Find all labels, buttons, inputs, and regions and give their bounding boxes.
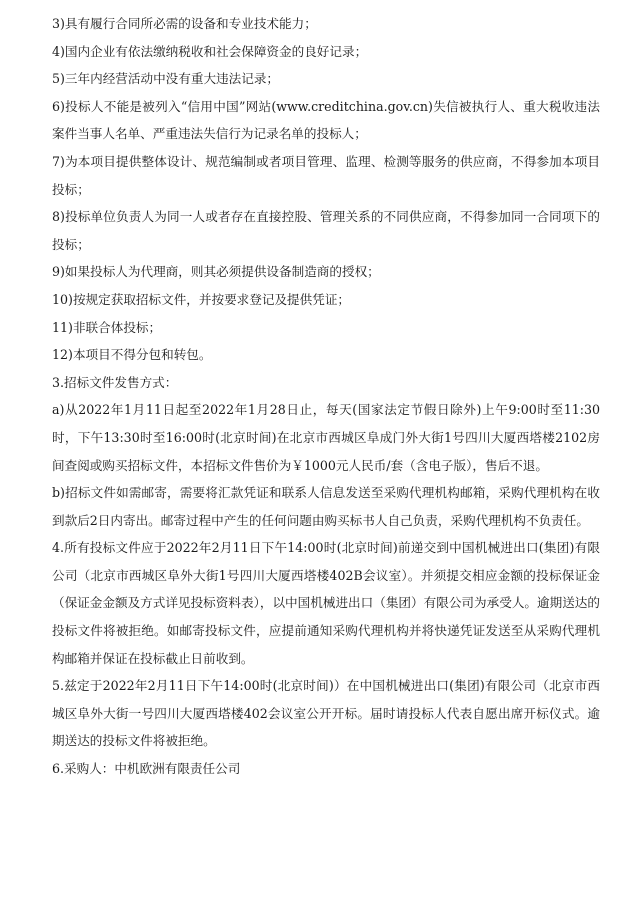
requirement-10: 10)按规定获取招标文件，并按要求登记及提供凭证；	[52, 291, 351, 307]
requirement-8: 8)投标单位负责人为同一人或者存在直接控股、管理关系的不同供应商，不得参加同一合同项下的投标；	[52, 209, 600, 252]
requirement-9: 9)如果投标人为代理商，则其必须提供设备制造商的授权；	[52, 264, 380, 280]
requirement-7: 7)为本项目提供整体设计、规范编制或者项目管理、监理、检测等服务的供应商，不得参加本项目投标；	[52, 153, 600, 197]
requirement-3: 3)具有履行合同所必需的设备和专业技术能力；	[52, 16, 317, 31]
section-6-purchaser: 6.采购人：中机欧洲有限责任公司	[52, 761, 241, 777]
requirement-6: 6)投标人不能是被列入“信用中国”网站(www.creditchina.gov.cn)失信被执行人、重大税收违法案件当事人名单、严重违法失信行为记录名单的投标人；	[52, 98, 600, 142]
sale-paragraph-a: a)从2022年1月11日起至2022年1月28日止，每天(国家法定节假日除外)上午9:00时至11:30时，下午13:30时至16:00时(北京时间)在北京市西城区阜成门外大街1号四川大厦西塔楼2102房间查阅或购买招标文件，本招标文件售价为￥1000元人民币/套（含电子版），售后不退。	[52, 402, 600, 473]
section-5-opening: 5.兹定于2022年2月11日下午14:00时(北京时间)）在中国机械进出口(集团)有限公司（北京市西城区阜外大街一号四川大厦西塔楼402会议室公开开标。届时请投标人代表自愿出席开标仪式。逾期送达的投标文件将被拒绝。	[52, 678, 600, 749]
requirement-4: 4)国内企业有依法缴纳税收和社会保障资金的良好记录；	[52, 43, 368, 59]
requirement-11: 11)非联合体投标；	[52, 319, 162, 335]
section-heading-3: 3.招标文件发售方式：	[52, 374, 178, 390]
section-4-submission: 4.所有投标文件应于2022年2月11日下午14:00时(北京时间)前递交到中国机械进出口(集团)有限公司（北京市西城区阜外大街1号四川大厦西塔楼402B会议室）。并须提交相应金额的投标保证金（保证金金额及方式详见投标资料表），以中国机械进出口（集团）有限公司为承受人。逾期送达的投标文件将被拒绝。如邮寄投标文件，应提前通知采购代理机构并将快递凭证发送至从采购代理机构邮箱并保证在投标截止日前收到。	[52, 540, 600, 666]
requirement-12: 12)本项目不得分包和转包。	[52, 347, 212, 363]
sale-paragraph-b: b)招标文件如需邮寄，需要将汇款凭证和联系人信息发送至采购代理机构邮箱，采购代理机构在收到款后2日内寄出。邮寄过程中产生的任何问题由购买标书人自己负责，采购代理机构不负责任。	[52, 485, 600, 528]
requirement-5: 5)三年内经营活动中没有重大违法记录；	[52, 71, 280, 87]
